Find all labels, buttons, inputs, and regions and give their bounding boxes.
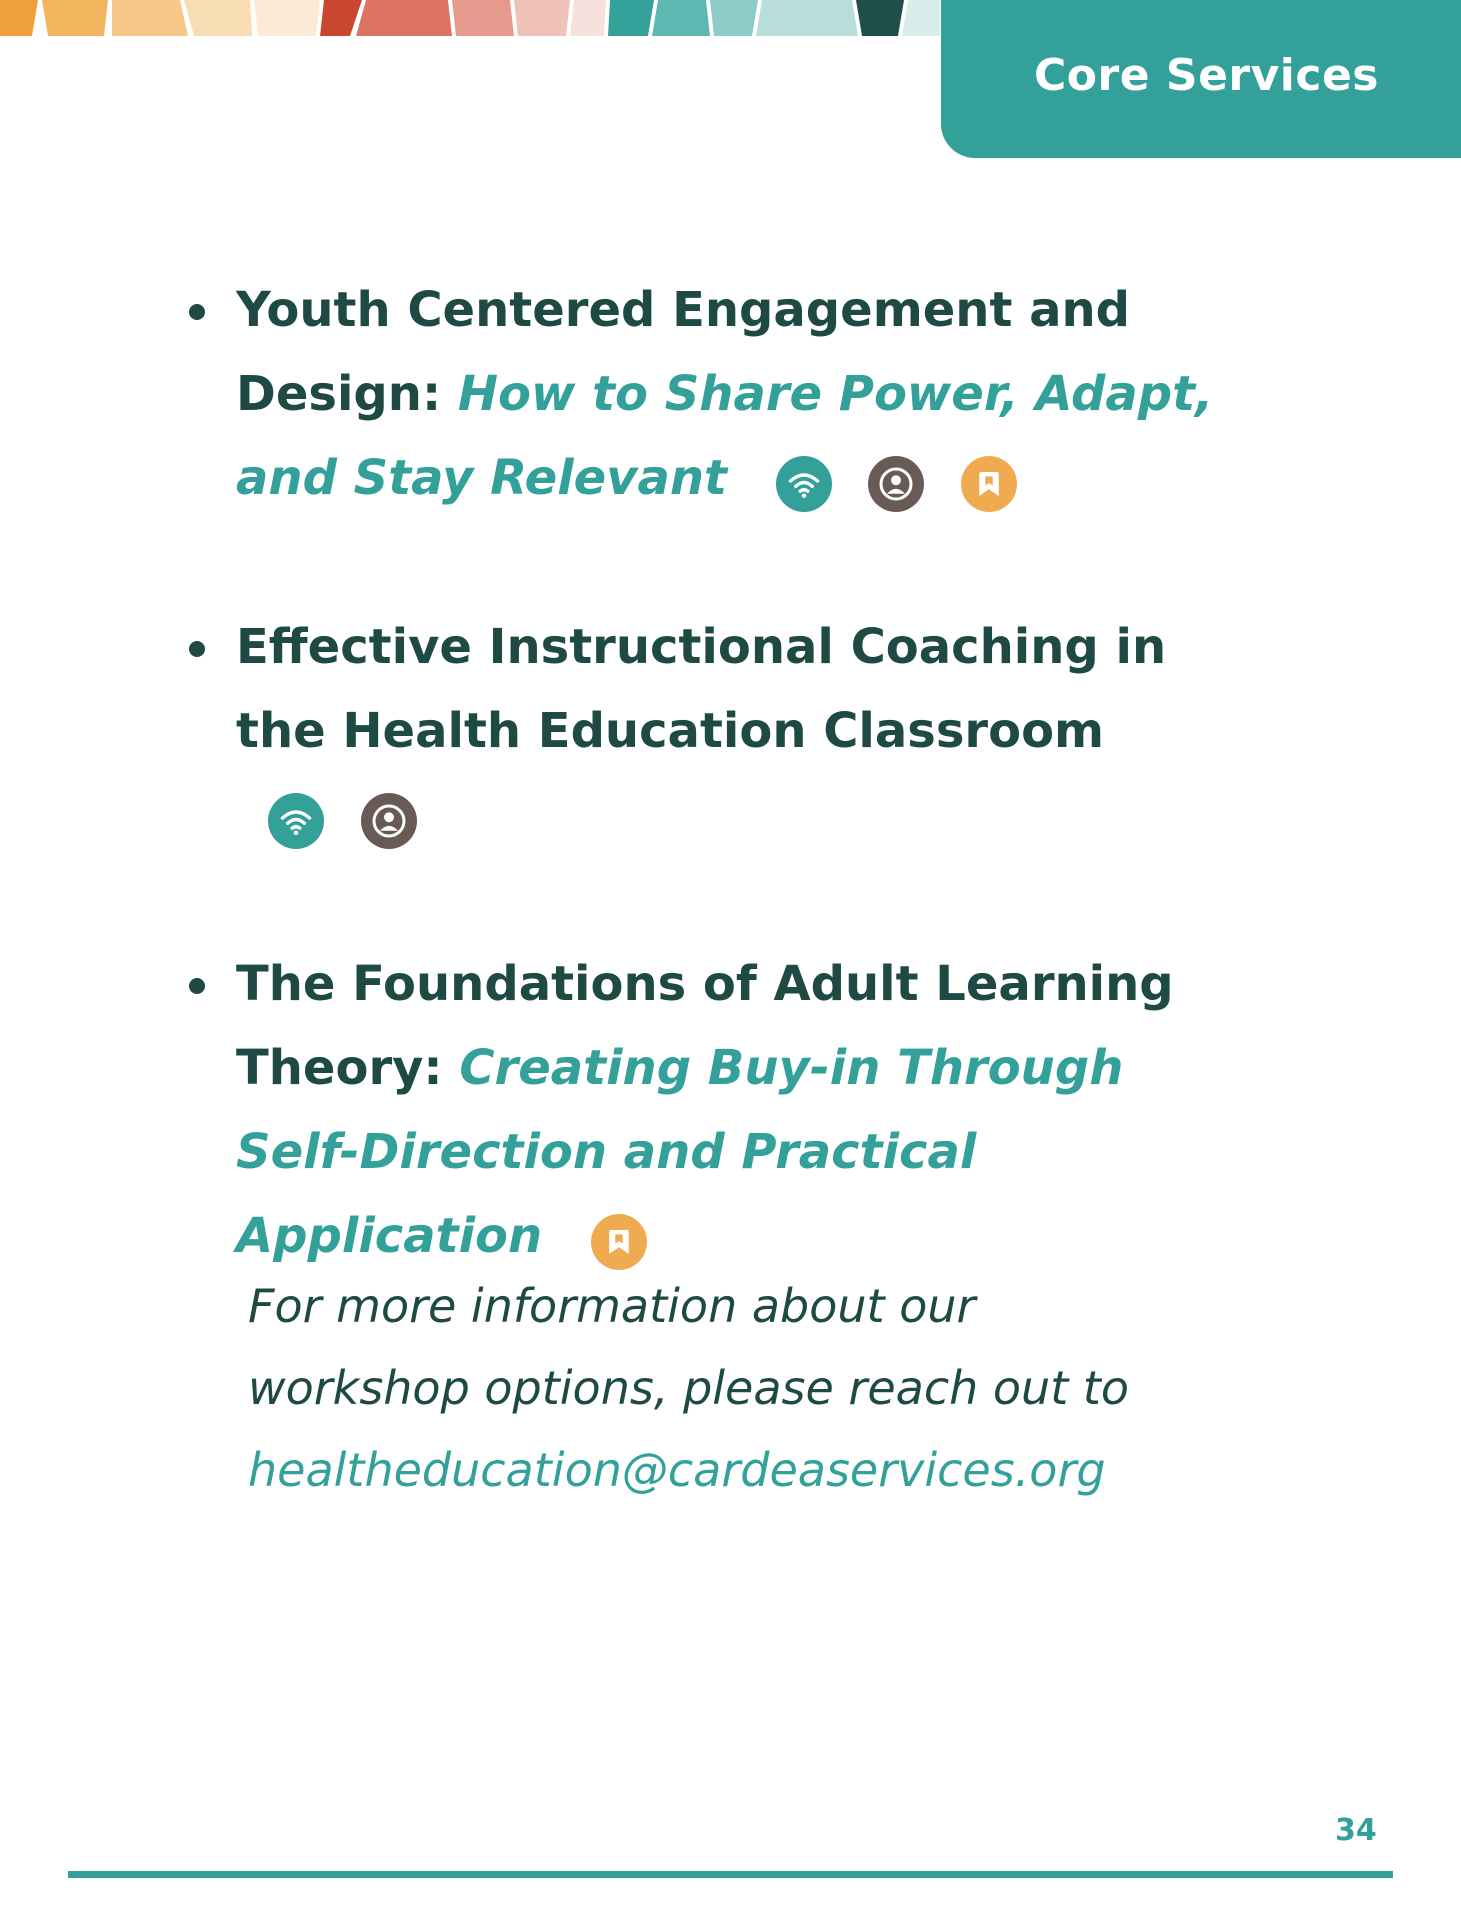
service-subtitle: How to Share Power, Adapt, and Stay Relevant: [236, 366, 1214, 506]
bookmark-icon: [591, 1214, 647, 1270]
banner-stripe: [254, 0, 320, 36]
wifi-icon: [776, 456, 832, 512]
bookmark-icon: [961, 456, 1017, 512]
list-item: [180, 268, 1240, 523]
list-item: [180, 605, 1240, 860]
banner-stripe: [710, 0, 758, 36]
bullet-icon: [189, 304, 205, 320]
banner-stripe: [0, 0, 38, 36]
services-list: [180, 268, 1240, 1363]
banner-stripe: [452, 0, 514, 36]
person-icon: [868, 456, 924, 512]
page-number: 34: [1335, 1813, 1377, 1848]
format-icons: [776, 439, 1037, 523]
banner-stripe: [570, 0, 606, 36]
service-title: Effective Instructional Coaching in the Health Education Classroom: [236, 619, 1167, 759]
section-title: Core Services: [1034, 50, 1379, 101]
footer-divider: [68, 1871, 1393, 1878]
contact-info: [248, 1265, 1148, 1511]
banner-stripe: [756, 0, 858, 36]
service-subtitle: Creating Buy-in Through Self-Direction and Practical Application: [236, 1040, 1124, 1264]
format-icons: [268, 776, 437, 860]
email-link[interactable]: healtheducation@cardeaservices.org: [248, 1443, 1106, 1497]
banner-stripe: [902, 0, 940, 36]
decorative-color-banner: [0, 0, 940, 36]
service-title: Youth Centered Engagement and Design:: [236, 282, 1131, 422]
contact-text: For more information about our workshop options, please reach out to: [248, 1279, 1130, 1415]
bullet-icon: [189, 641, 205, 657]
bullet-icon: [189, 978, 205, 994]
banner-stripe: [42, 0, 108, 36]
banner-stripe: [514, 0, 570, 36]
wifi-icon: [268, 793, 324, 849]
banner-stripe: [320, 0, 362, 36]
person-icon: [361, 793, 417, 849]
service-title: The Foundations of Adult Learning Theory:: [236, 956, 1174, 1096]
banner-stripe: [652, 0, 710, 36]
banner-stripe: [356, 0, 452, 36]
banner-stripe: [184, 0, 252, 36]
banner-stripe: [608, 0, 654, 36]
banner-stripe: [856, 0, 904, 36]
section-tab: [941, 0, 1461, 158]
list-item: [180, 942, 1240, 1281]
banner-stripe: [112, 0, 188, 36]
